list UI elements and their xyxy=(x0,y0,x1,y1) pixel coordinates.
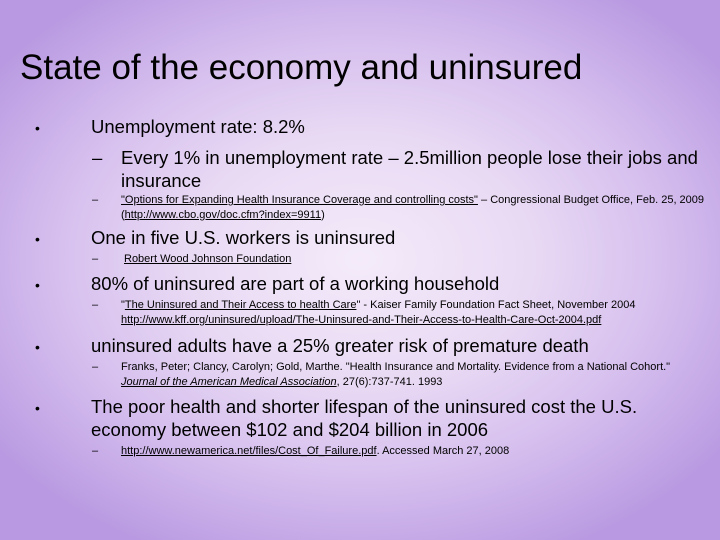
citation-text: Franks, Peter; Clancy, Carolyn; Gold, Marthe. "Health Insurance and Mortality. Evidence from a National Cohort." xyxy=(121,361,671,373)
bullet-marker: • xyxy=(35,339,40,355)
dash-marker: – xyxy=(92,194,99,206)
bullet-marker: • xyxy=(35,231,40,247)
bullet-text: Unemployment rate: 8.2% xyxy=(91,116,305,137)
dash-marker: – xyxy=(92,299,99,311)
dash-marker: – xyxy=(92,361,99,373)
bullet-text: uninsured adults have a 25% greater risk of premature death xyxy=(91,335,589,356)
kff-report-link[interactable]: The Uninsured and Their Access to health Care xyxy=(124,299,357,311)
citation-text: , 27(6):737-741. 1993 xyxy=(336,376,443,388)
dash-marker: – xyxy=(92,253,99,265)
cbo-report-link[interactable]: "Options for Expanding Health Insurance Coverage and controlling costs" xyxy=(121,194,478,206)
dash-marker: – xyxy=(92,147,103,168)
bullet-marker: • xyxy=(35,400,40,416)
kff-url-link[interactable]: http://www.kff.org/uninsured/upload/The-Uninsured-and-Their-Access-to-Health-Care-Oct-2004.pdf xyxy=(121,314,602,326)
sub-point-citation xyxy=(92,252,709,267)
bullet-marker: • xyxy=(35,120,40,136)
bullet-point xyxy=(35,272,711,295)
sub-point-citation xyxy=(92,298,711,328)
cbo-url-link[interactable]: http://www.cbo.gov/doc.cfm?index=9911 xyxy=(124,209,322,221)
slide-title: State of the economy and uninsured xyxy=(20,48,583,87)
sub-point xyxy=(92,146,711,192)
new-america-url-link[interactable]: http://www.newamerica.net/files/Cost_Of_Failure.pdf xyxy=(121,445,377,457)
bullet-marker: • xyxy=(35,277,40,293)
bullet-point xyxy=(35,395,711,441)
bullet-point xyxy=(35,334,711,357)
citation-text: " - Kaiser Family Foundation Fact Sheet, November 2004 xyxy=(356,299,636,311)
sub-point-citation xyxy=(92,193,706,223)
bullet-point xyxy=(35,226,711,249)
jama-journal-title: Journal of the American Medical Association xyxy=(121,376,337,388)
dash-marker: – xyxy=(92,445,99,457)
bullet-text: The poor health and shorter lifespan of the uninsured cost the U.S. economy between $102 and $204 billion in 2006 xyxy=(91,396,638,440)
bullet-point xyxy=(35,115,711,138)
bullet-text: 80% of uninsured are part of a working household xyxy=(91,273,500,294)
citation-close: ) xyxy=(321,209,325,221)
sub-point-citation xyxy=(92,444,711,459)
citation-text: " xyxy=(121,299,125,311)
citation-text: . Accessed March 27, 2008 xyxy=(376,445,510,457)
rwjf-link[interactable]: Robert Wood Johnson Foundation xyxy=(124,253,292,265)
bullet-text: One in five U.S. workers is uninsured xyxy=(91,227,396,248)
sub-point-citation xyxy=(92,360,681,390)
sub-point-text: Every 1% in unemployment rate – 2.5million people lose their jobs and insurance xyxy=(121,147,698,191)
citation-text: – Congressional Budget Office, Feb. 25, 2009 ( xyxy=(121,194,705,221)
